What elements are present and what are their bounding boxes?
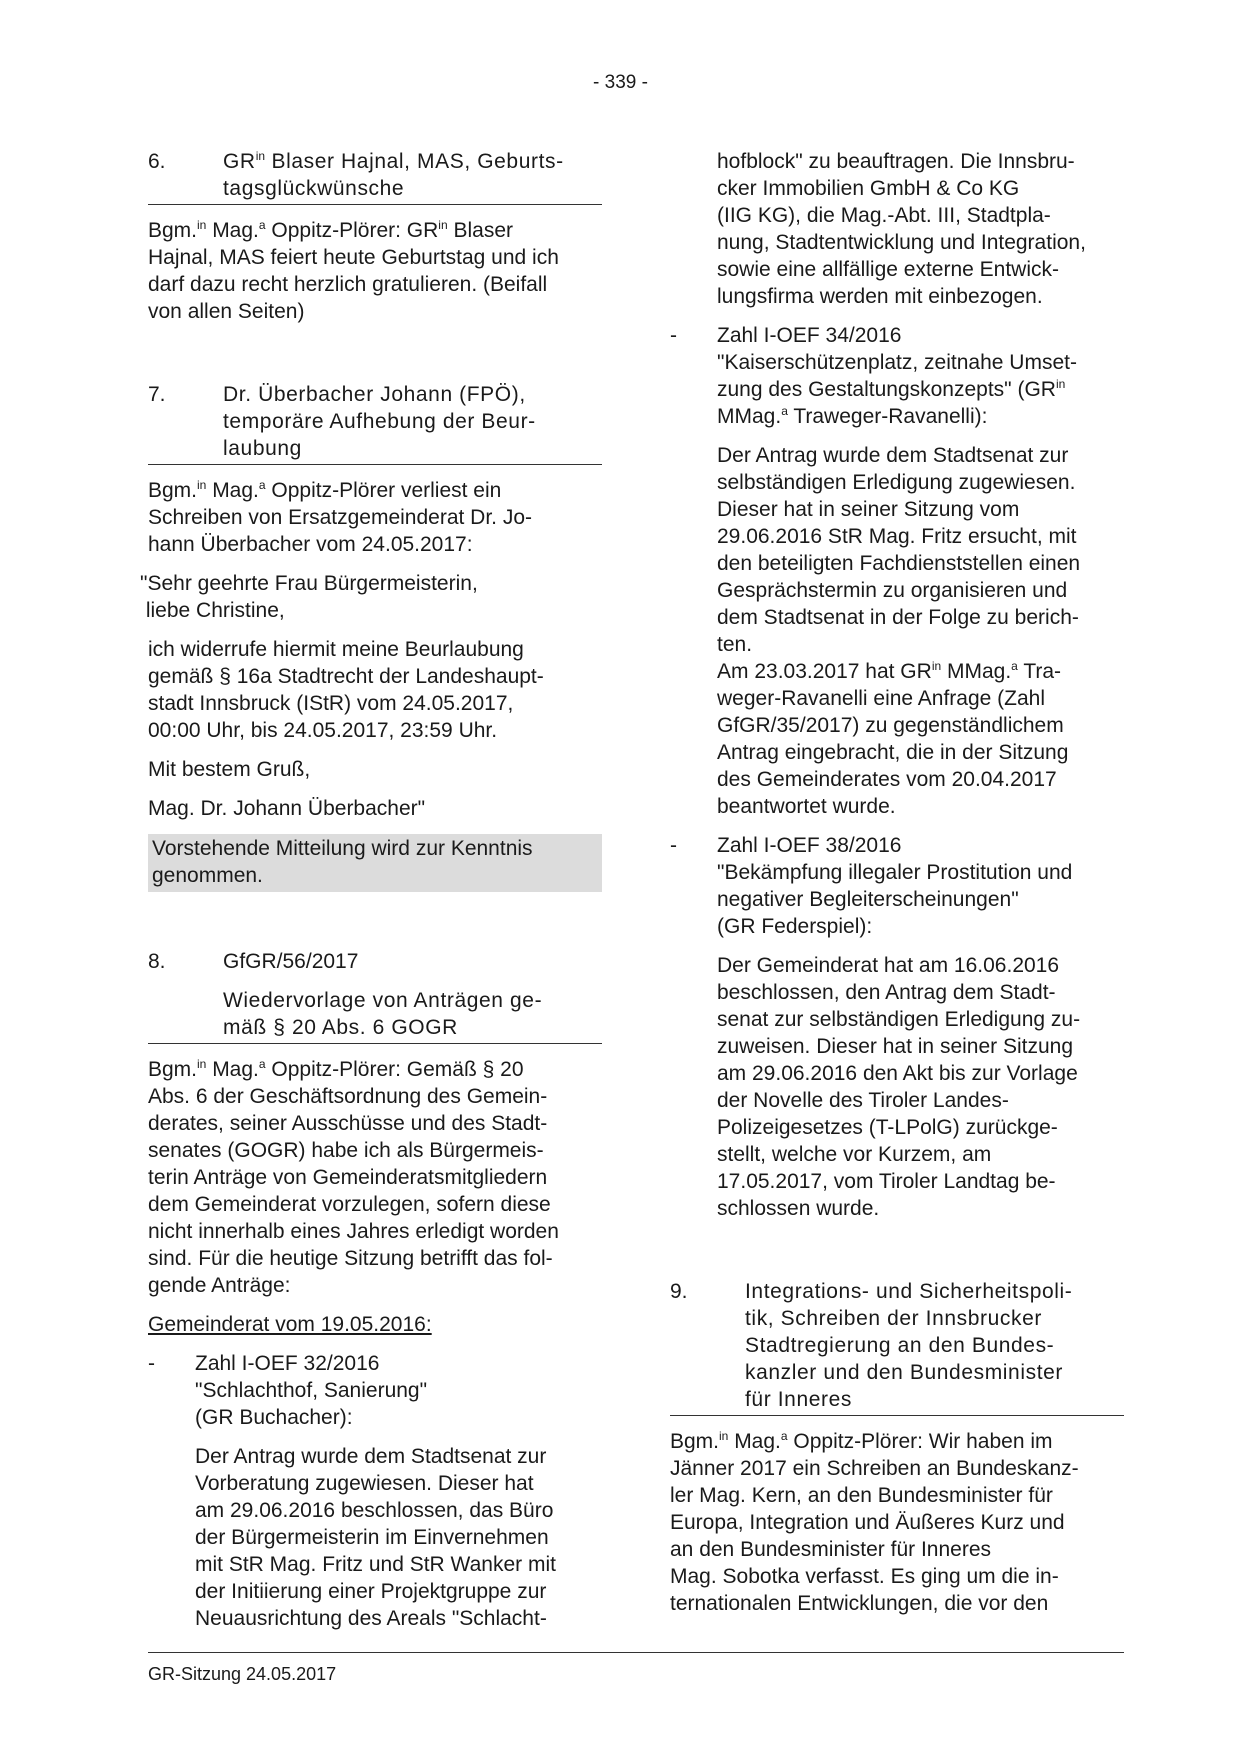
letter-signature: Mag. Dr. Johann Überbacher": [148, 797, 426, 820]
list-item: - Zahl I-OEF 32/2016 "Schlachthof, Sanierung" (GR Buchacher):: [148, 1352, 428, 1429]
footer-divider: [148, 1652, 1124, 1653]
section-divider: [148, 1043, 602, 1044]
list-item-detail: Der Antrag wurde dem Stadtsenat zur selbständigen Erledigung zugewiesen. Dieser hat in seiner Sitzung vom 29.06.2016 StR Mag. Fritz ersucht, mit den beteiligten Fachdienststellen einen Gesprächstermin zu organisieren und dem Stadtsenat in der Folge zu berich- ten. Am 23.03.2017 hat $GR^{in}$ MMag.$^a$ Tra- weger-Ravanelli eine Anfrage (Zahl GfGR/35/2017) zu gegenständlichem Antrag eingebracht, die in der Sitzung des Gemeinderates vom 20.04.2017 beantwortet wurde.: [717, 444, 1081, 818]
section-divider: [670, 1415, 1124, 1416]
right-column: [670, 148, 1124, 1617]
section-9-heading: 9. Integrations- und Sicherheitspoli- tik, Schreiben der Innsbrucker Stadtregierung an den Bundes- kanzler und den Bundesminister für Inneres: [670, 1280, 1073, 1411]
session-date-heading: Gemeinderat vom 19.05.2016:: [148, 1313, 432, 1336]
list-item: - Zahl I-OEF 34/2016 "Kaiserschützenplatz, zeitnahe Umset- zung des Gestaltungskonzepts" ($GR^{in}$ MMag.$^a$ Traweger-Ravanelli):: [670, 324, 1077, 428]
section-7-heading: 7. Dr. Überbacher Johann (FPÖ), temporäre Aufhebung der Beur- laubung: [148, 383, 536, 460]
list-item-detail: hofblock" zu beauftragen. Die Innsbru- cker Immobilien GmbH & Co KG (IIG KG), die Mag.-Abt. III, Stadtpla- nung, Stadtentwicklung und Integration, sowie eine allfällige externe Entwick- lungsfirma werden mit einbezogen.: [717, 150, 1086, 308]
left-column: 6. $GR^{in}$ Blaser Hajnal, MAS, Geburts- tagsglückwünsche Bgm.$^{in}$ Mag.$^a$ Oppitz-Plörer: $GR^{in}$ Blaser Hajnal, MAS feiert heute Geburtstag und ich darf dazu recht herzlich gratulieren. (Beifall von allen Seiten) 7. Dr. Überbacher Johann (FPÖ), temporäre Aufhebung der Beur- laubung Bgm.$^{in}$ Mag.$^a$ Oppitz-Plörer verliest ein Schreiben von Ersatzgemeinderat Dr. Jo- hann Überbacher vom 24.05.2017: "Sehr geehrte Frau Bürgermeisterin, liebe Christine, ich widerrufe hiermit meine Beurlaubung gemäß § 16a Stadtrecht der Landeshaupt- stadt Innsbruck (IStR) vom 24.05.2017, 00:00 Uhr, bis 24.05.2017, 23:59 Uhr. Mit bestem Gruß, Mag. Dr. Johann Überbacher" Vorstehende Mitteilung wird zur Kenntnis genommen. 8. GfGR/56/2017 Wiedervorlage von Anträgen ge- mäß § 20 Abs. 6 GOGR Bgm.$^{in}$ Mag.$^a$ Oppitz-Plörer: Gemäß § 20 Abs. 6 der Geschäftsordnung des Gemein- derates, seiner Ausschüsse und des Stadt- senates (GOGR) habe ich als Bürgermeis- terin Anträge von Gemeinderatsmitgliedern dem Gemeinderat vorzulegen, sofern diese nicht innerhalb eines Jahres erledigt worden sind. Für die heutige Sitzung betrifft das fol- gende Anträge: Gemeinderat vom 19.05.2016: - Zahl I-OEF 32/2016 "Schlachthof, Sanierung" (GR Buchacher): Der Antrag wurde dem Stadtsenat zur Vorberatung zugewiesen. Dieser hat am 29.06.2016 beschlossen, das Büro der Bürgermeisterin im Einvernehmen mit StR Mag. Fritz und StR Wanker mit der Initiierung einer Projektgruppe zur Neuausrichtung des Areals "Schlacht-: [148, 148, 602, 1632]
list-item-detail: Der Gemeinderat hat am 16.06.2016 beschlossen, den Antrag dem Stadt- senat zur selbständigen Erledigung zu- zuweisen. Dieser hat in seiner Sitzung am 29.06.2016 den Akt bis zur Vorlage der Novelle des Tiroler Landes- Polizeigesetzes (T-LPolG) zurückge- stellt, welche vor Kurzem, am 17.05.2017, vom Tiroler Landtag be- schlossen wurde.: [717, 954, 1081, 1220]
list-item: - Zahl I-OEF 38/2016 "Bekämpfung illegaler Prostitution und negativer Begleiterscheinungen" (GR Federspiel):: [670, 834, 1073, 938]
section-divider: [148, 464, 602, 465]
list-item-detail: Der Antrag wurde dem Stadtsenat zur Vorberatung zugewiesen. Dieser hat am 29.06.2016 beschlossen, das Büro der Bürgermeisterin im Einvernehmen mit StR Mag. Fritz und StR Wanker mit der Initiierung einer Projektgruppe zur Neuausrichtung des Areals "Schlacht-: [195, 1445, 556, 1630]
section-8-heading: 8. GfGR/56/2017: [148, 950, 359, 973]
section-6-heading: 6. $GR^{in}$ Blaser Hajnal, MAS, Geburts- tagsglückwünsche: [148, 149, 564, 200]
section-7-intro: Bgm.$^{in}$ Mag.$^a$ Oppitz-Plörer verliest ein Schreiben von Ersatzgemeinderat Dr. Jo- hann Überbacher vom 24.05.2017:: [148, 478, 533, 556]
letter-body: ich widerrufe hiermit meine Beurlaubung gemäß § 16a Stadtrecht der Landeshaupt- stadt Innsbruck (IStR) vom 24.05.2017, 00:00 Uhr, bis 24.05.2017, 23:59 Uhr.: [148, 638, 544, 742]
section-8-text: Bgm.$^{in}$ Mag.$^a$ Oppitz-Plörer: Gemäß § 20 Abs. 6 der Geschäftsordnung des Gemein- derates, seiner Ausschüsse und des Stadt- senates (GOGR) habe ich als Bürgermeis- terin Anträge von Gemeinderatsmitgliedern dem Gemeinderat vorzulegen, sofern diese nicht innerhalb eines Jahres erledigt worden sind. Für die heutige Sitzung betrifft das fol- gende Anträge:: [148, 1057, 559, 1297]
section-6-text: Bgm.$^{in}$ Mag.$^a$ Oppitz-Plörer: $GR^{in}$ Blaser Hajnal, MAS feiert heute Geburtstag und ich darf dazu recht herzlich gratulieren. (Beifall von allen Seiten): [148, 218, 559, 323]
letter-salutation: "Sehr geehrte Frau Bürgermeisterin, liebe Christine,: [140, 572, 478, 622]
notice-box: Vorstehende Mitteilung wird zur Kenntnis genommen.: [148, 834, 602, 892]
section-divider: [148, 204, 602, 205]
letter-greeting: Mit bestem Gruß,: [148, 758, 311, 781]
page-number: - 339 -: [593, 72, 648, 93]
footer-text: GR-Sitzung 24.05.2017: [148, 1664, 337, 1684]
section-9-text: Bgm.$^{in}$ Mag.$^a$ Oppitz-Plörer: Wir haben im Jänner 2017 ein Schreiben an Bundeskanz- ler Mag. Kern, an den Bundesminister für Europa, Integration und Äußeres Kurz und an den Bundesminister für Inneres Mag. Sobotka verfasst. Es ging um die in- ternationalen Entwicklungen, die vor den: [670, 1429, 1079, 1615]
